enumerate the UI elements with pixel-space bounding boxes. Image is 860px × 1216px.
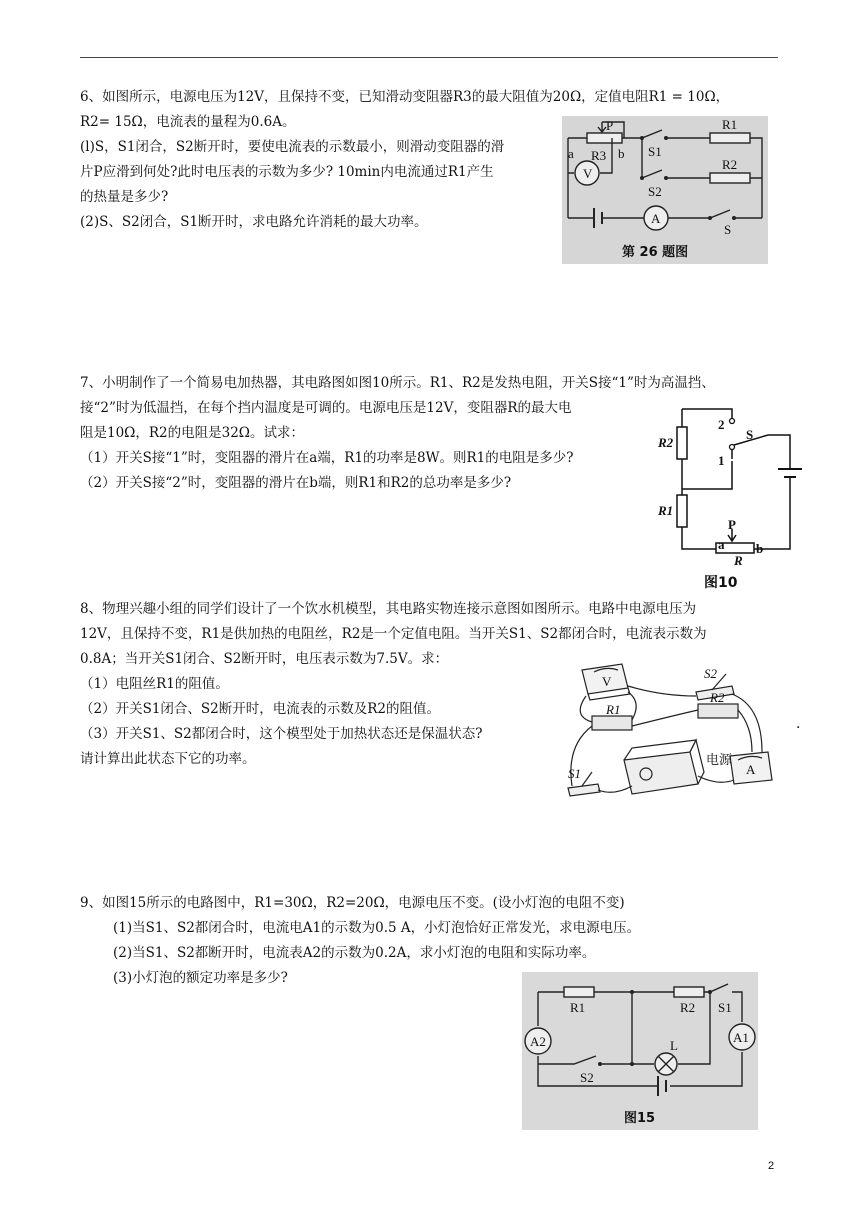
q9-line3: (2)当S1、S2都断开时，电流表A2的示数为0.2A，求小灯泡的电阻和实际功率。 bbox=[113, 945, 596, 961]
q6-circuit-figure bbox=[562, 116, 768, 264]
q8-line6: （3）开关S1、S2都闭合时，这个模型处于加热状态还是保温状态? bbox=[80, 726, 483, 742]
q6-label-s: S bbox=[724, 222, 732, 237]
q8-label-v: V bbox=[602, 674, 612, 689]
q9-label-r2: R2 bbox=[680, 1000, 696, 1015]
q6-line5: 的热量是多少? bbox=[80, 189, 169, 205]
q8-line1: 8、物理兴趣小组的同学们设计了一个饮水机模型，其电路实物连接示意图如图所示。电路中电源电压为 bbox=[80, 601, 697, 617]
q9-caption: 图15 bbox=[624, 1111, 656, 1126]
q7-label-r1: R1 bbox=[658, 503, 674, 518]
q6-label-ammeter: A bbox=[651, 211, 661, 226]
q6-line2: R2= 15Ω，电流表的量程为0.6A。 bbox=[80, 114, 296, 130]
q6-label-s1: S1 bbox=[648, 144, 662, 159]
q8-label-r1: R1 bbox=[606, 702, 621, 717]
q8-label-s2: S2 bbox=[704, 666, 717, 681]
q6-label-r1: R1 bbox=[722, 117, 738, 132]
q8-line2: 12V，且保持不变，R1是供加热的电阻丝，R2是一个定值电阻。当开关S1、S2都闭合时，电流表示数为 bbox=[80, 626, 707, 642]
q8-label-a: A bbox=[746, 762, 756, 777]
q6-label-p: P bbox=[606, 118, 614, 133]
q8-label-r2: R2 bbox=[710, 690, 725, 705]
stray-dot: . bbox=[796, 716, 801, 732]
q7-line4: （1）开关S接“1”时，变阻器的滑片在a端，R1的功率是8W。则R1的电阻是多少? bbox=[80, 450, 574, 466]
q7-label-a: a bbox=[718, 537, 725, 552]
q8-line5: （2）开关S1闭合、S2断开时，电流表的示数及R2的阻值。 bbox=[80, 701, 441, 717]
q6-label-r2: R2 bbox=[722, 157, 738, 172]
q9-label-r1: R1 bbox=[570, 1000, 586, 1015]
q9-line1: 9、如图15所示的电路图中，R1=30Ω，R2=20Ω，电源电压不变。(设小灯泡的电阻不变) bbox=[80, 895, 625, 911]
q7-label-1: 1 bbox=[718, 453, 725, 468]
page-number: 2 bbox=[768, 1160, 775, 1172]
q7-label-r: R bbox=[734, 553, 743, 568]
q7-line2: 接“2”时为低温挡，在每个挡内温度是可调的。电源电压是12V，变阻器R的最大电 bbox=[80, 400, 572, 416]
q6-label-b: b bbox=[618, 146, 625, 161]
q8-label-power: 电源 bbox=[706, 752, 733, 767]
q9-circuit-figure bbox=[522, 972, 758, 1130]
q9-label-a1: A1 bbox=[733, 1030, 749, 1045]
q9-line4: (3)小灯泡的额定功率是多少? bbox=[113, 970, 288, 986]
q9-label-a2: A2 bbox=[530, 1034, 546, 1049]
q6-label-r3: R3 bbox=[591, 148, 607, 163]
q6-label-v: V bbox=[583, 166, 593, 181]
q7-line1: 7、小明制作了一个简易电加热器，其电路图如图10所示。R1、R2是发热电阻，开关S接“1”时为高温挡、 bbox=[80, 375, 715, 391]
q6-line6: (2)S、S2闭合，S1断开时，求电路允许消耗的最大功率。 bbox=[80, 214, 428, 230]
q8-label-s1: S1 bbox=[568, 766, 581, 781]
q6-caption: 第 26 题图 bbox=[622, 245, 689, 260]
q9-label-s1: S1 bbox=[718, 1000, 732, 1015]
q7-label-2: 2 bbox=[718, 417, 725, 432]
q7-label-p: P bbox=[728, 517, 736, 532]
q7-circuit-figure bbox=[652, 405, 802, 591]
q6-label-a: a bbox=[568, 146, 574, 161]
q7-label-b: b bbox=[756, 541, 764, 556]
q7-line5: （2）开关S接“2”时，变阻器的滑片在b端，则R1和R2的总功率是多少? bbox=[80, 475, 512, 491]
q8-apparatus-figure bbox=[562, 656, 788, 812]
q6-line4: 片P应滑到何处?此时电压表的示数为多少? 10min内电流通过R1产生 bbox=[80, 164, 494, 180]
q6-line1: 6、如图所示，电源电压为12V，且保持不变，已知滑动变阻器R3的最大阻值为20Ω，定值电阻R1 = 10Ω， bbox=[80, 89, 730, 105]
q8-line7: 请计算出此状态下它的功率。 bbox=[80, 751, 256, 767]
q9-label-s2: S2 bbox=[580, 1070, 594, 1085]
header-rule bbox=[80, 57, 778, 58]
q7-label-r2: R2 bbox=[658, 435, 674, 450]
q7-label-s: S bbox=[746, 427, 754, 442]
q7-line3: 阻是10Ω，R2的电阻是32Ω。试求： bbox=[80, 425, 304, 441]
q9-line2: (1)当S1、S2都闭合时，电流电A1的示数为0.5 A，小灯泡恰好正常发光，求电源电压。 bbox=[113, 920, 641, 936]
q7-caption: 图10 bbox=[704, 575, 738, 591]
question-7 bbox=[80, 371, 715, 496]
q9-label-l: L bbox=[670, 1038, 678, 1053]
q8-line4: （1）电阻丝R1的阻值。 bbox=[80, 676, 229, 692]
q8-line3: 0.8A；当开关S1闭合、S2断开时，电压表示数为7.5V。求： bbox=[80, 651, 449, 667]
q6-label-s2: S2 bbox=[648, 184, 662, 199]
q6-line3: (l)S，S1闭合，S2断开时，要使电流表的示数最小，则滑动变阻器的滑 bbox=[80, 139, 505, 155]
